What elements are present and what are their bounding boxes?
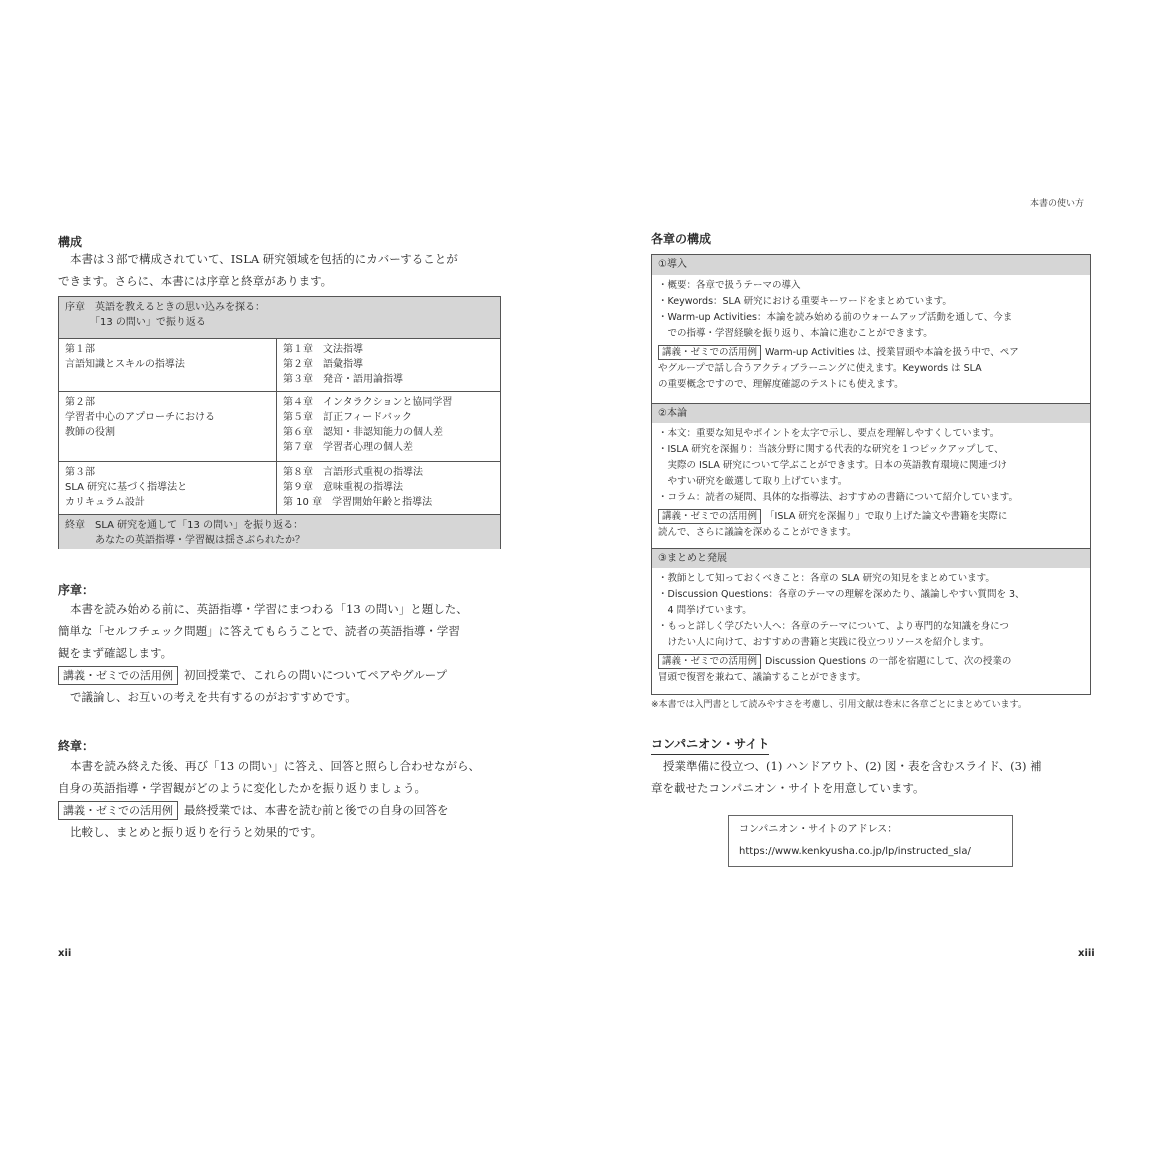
epilogue-heading: 終章：: [58, 739, 95, 753]
section-note-line: 「ISLA 研究を深掘り」で取り上げた論文や書籍を実際に: [765, 511, 1008, 522]
chapter-entry: 第１章 文法指導: [283, 344, 363, 355]
companion-heading: コンパニオン・サイト: [651, 735, 769, 755]
section-note-line: の重要概念ですので、理解度確認のテストにも使えます。: [658, 379, 904, 390]
section-item: ・もっと詳しく学びたい人へ：各章のテーマについて、より専門的な知識を身につ: [658, 621, 1009, 632]
chapter-entry: 第９章 意味重視の指導法: [283, 482, 403, 493]
prologue-body: [58, 598, 503, 708]
prologue-example-line: 初回授業で、これらの問いについてペアやグループ: [184, 668, 448, 682]
page-number-right: xiii: [1078, 948, 1095, 959]
structure-intro-line: できます。さらに、本書には序章と終章があります。: [58, 274, 333, 288]
prologue-line: 観をまず確認します。: [58, 646, 173, 660]
table-chapters-cell: [277, 462, 500, 514]
usage-example-tag: 講義・ゼミでの活用例: [658, 509, 761, 524]
table-chapters-cell: [277, 339, 500, 391]
part-number: 第３部: [65, 467, 95, 478]
table-row: [59, 461, 500, 514]
section-note-line: 冒頭で復習を兼ねて、議論することができます。: [658, 672, 866, 683]
companion-line: 章を載せたコンパニオン・サイトを用意しています。: [651, 781, 925, 795]
epilogue-body: [58, 755, 503, 843]
epilogue-line: 自身の英語指導・学習観がどのように変化したかを振り返りましょう。: [58, 781, 426, 795]
section-body: [652, 568, 1090, 696]
section-item: ・Warm-up Activities：本論を読み始める前のウォームアップ活動を通して、今ま: [658, 312, 1013, 323]
usage-example-tag: 講義・ゼミでの活用例: [58, 801, 178, 820]
section-item: での指導・学習経験を振り返り、本論に進むことができます。: [658, 328, 933, 339]
section-note-line: 読んで、さらに議論を深めることができます。: [658, 527, 857, 538]
chapter-entry: 第２章 語彙指導: [283, 359, 363, 370]
chapter-entry: 第 10 章 学習開始年齢と指導法: [283, 497, 433, 508]
section-header-intro: ①導入: [652, 255, 1090, 275]
chapter-entry: 第５章 訂正フィードバック: [283, 412, 412, 423]
table-header-line: 序章 英語を教えるときの思い込みを探る：: [65, 302, 265, 313]
part-title: カリキュラム設計: [65, 497, 145, 508]
section-note-line: やグループで話し合うアクティブラーニングに使えます。Keywords は SLA: [658, 363, 982, 374]
section-note-line: Discussion Questions の一部を宿題にして、次の授業の: [765, 656, 1012, 667]
section-body: [652, 423, 1090, 548]
running-head: 本書の使い方: [1030, 199, 1085, 209]
section-item: ・コラム：読者の疑問、具体的な指導法、おすすめの書籍について紹介しています。: [658, 492, 1019, 503]
section-item: ・概要：各章で扱うテーマの導入: [658, 280, 801, 291]
section-body: [652, 275, 1090, 403]
prologue-line: 本書を読み始める前に、英語指導・学習にまつわる「13 の問い」と題した、: [70, 602, 468, 616]
chapter-entry: 第３章 発音・語用論指導: [283, 374, 403, 385]
part-title: 学習者中心のアプローチにおける: [65, 412, 215, 423]
companion-url-link[interactable]: https://www.kenkyusha.co.jp/lp/instructed_sla/: [739, 846, 971, 857]
section-header-main: ②本論: [652, 403, 1090, 423]
table-part-cell: [59, 339, 277, 391]
chapters-heading: 各章の構成: [651, 232, 712, 246]
companion-body: [651, 755, 1096, 799]
page-number-left: xii: [58, 948, 72, 959]
section-item: ・ISLA 研究を深掘り：当該分野に関する代表的な研究を１つピックアップして、: [658, 444, 1004, 455]
table-part-cell: [59, 462, 277, 514]
prologue-example-line: で議論し、お互いの考えを共有するのがおすすめです。: [70, 690, 357, 704]
section-item: ・Keywords：SLA 研究における重要キーワードをまとめています。: [658, 296, 952, 307]
section-item: やすい研究を厳選して取り上げています。: [658, 476, 848, 487]
chapter-entry: 第８章 言語形式重視の指導法: [283, 467, 423, 478]
section-item: 実際の ISLA 研究について学ぶことができます。日本の英語教育環境に関連づけ: [658, 460, 1007, 471]
table-footer-epilogue: [59, 514, 500, 549]
epilogue-example-line: 比較し、まとめと振り返りを行うと効果的です。: [70, 825, 323, 839]
chapter-structure-box: [651, 254, 1091, 695]
section-item: 4 問挙げています。: [658, 605, 752, 616]
companion-address-box: [728, 815, 1013, 867]
usage-example-tag: 講義・ゼミでの活用例: [58, 666, 178, 685]
table-footer-line: あなたの英語指導・学習観は揺さぶられたか？: [65, 535, 305, 546]
structure-heading: 構成: [58, 235, 83, 249]
part-title: 教師の役割: [65, 427, 115, 438]
part-title: 言語知識とスキルの指導法: [65, 359, 185, 370]
chapter-entry: 第４章 インタラクションと協同学習: [283, 397, 453, 408]
companion-line: 授業準備に役立つ、(1) ハンドアウト、(2) 図・表を含むスライド、(3) 補: [663, 759, 1042, 773]
section-item: ・教師として知っておくべきこと：各章の SLA 研究の知見をまとめています。: [658, 573, 995, 584]
prologue-line: 簡単な「セルフチェック問題」に答えてもらうことで、読者の英語指導・学習: [58, 624, 460, 638]
footnote: ※本書では入門書として読みやすさを考慮し、引用文献は巻末に各章ごとにまとめています。: [651, 700, 1027, 710]
address-label: コンパニオン・サイトのアドレス：: [739, 824, 898, 835]
table-row: [59, 391, 500, 461]
structure-intro: [58, 248, 503, 292]
table-chapters-cell: [277, 392, 500, 461]
table-footer-line: 終章 SLA 研究を通して「13 の問い」を振り返る：: [65, 520, 304, 531]
epilogue-example-line: 最終授業では、本書を読む前と後での自身の回答を: [184, 803, 449, 817]
section-header-summary: ③まとめと発展: [652, 548, 1090, 568]
section-item: けたい人に向けて、おすすめの書籍と実践に役立つリソースを紹介します。: [658, 637, 990, 648]
usage-example-tag: 講義・ゼミでの活用例: [658, 345, 761, 360]
structure-intro-line: 本書は３部で構成されていて、ISLA 研究領域を包括的にカバーすることが: [70, 252, 458, 266]
part-number: 第１部: [65, 344, 95, 355]
chapter-entry: 第６章 認知・非認知能力の個人差: [283, 427, 443, 438]
table-header-line: 「13 の問い」で振り返る: [65, 317, 206, 328]
structure-table: [58, 296, 501, 549]
part-title: SLA 研究に基づく指導法と: [65, 482, 188, 493]
prologue-heading: 序章：: [58, 583, 95, 597]
table-part-cell: [59, 392, 277, 461]
part-number: 第２部: [65, 397, 95, 408]
table-row: [59, 338, 500, 391]
section-note-line: Warm-up Activities は、授業冒頭や本論を扱う中で、ペア: [765, 347, 1019, 358]
section-item: ・本文：重要な知見やポイントを太字で示し、要点を理解しやすくしています。: [658, 428, 1000, 439]
section-item: ・Discussion Questions：各章のテーマの理解を深めたり、議論しやすい質問を 3、: [658, 589, 1025, 600]
epilogue-line: 本書を読み終えた後、再び「13 の問い」に答え、回答と照らし合わせながら、: [70, 759, 480, 773]
chapter-entry: 第７章 学習者心理の個人差: [283, 442, 413, 453]
usage-example-tag: 講義・ゼミでの活用例: [658, 654, 761, 669]
table-header-prologue: [59, 297, 500, 338]
